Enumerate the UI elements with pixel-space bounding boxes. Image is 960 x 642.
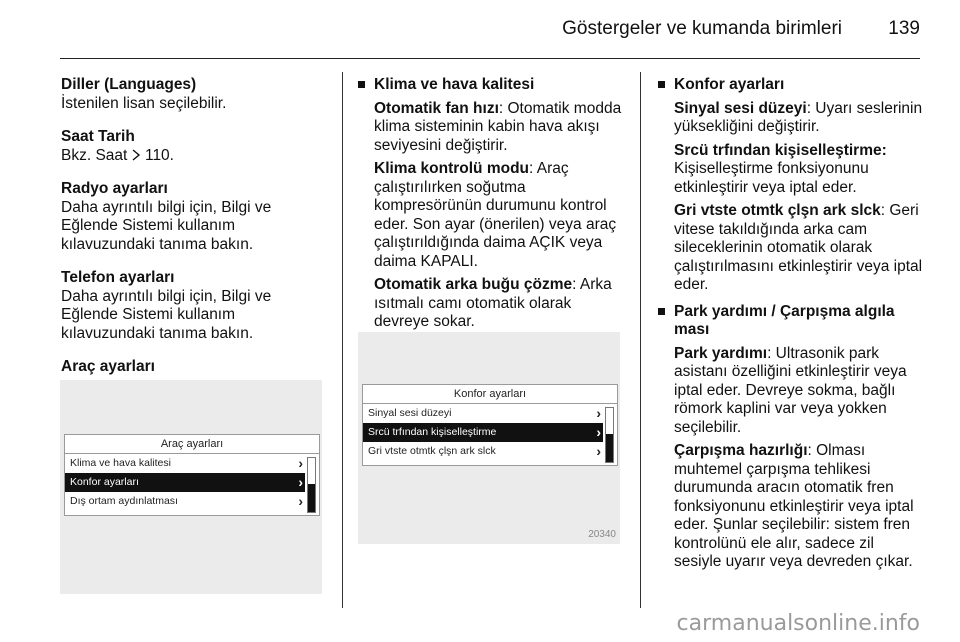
menu-item [65,454,305,473]
scrollbar-thumb [606,434,613,462]
scrollbar [605,407,614,463]
display-screenshot-vehicle-settings [60,380,322,594]
clock-text [61,147,331,166]
menu-panel [362,384,618,466]
collision-entry [658,442,923,572]
defog-term: Otomatik arka buğu çözme [374,276,573,293]
languages-text: İstenilen lisan seçilebilir. [61,94,227,112]
column-1 [61,76,331,377]
personalization-term: Srcü trfından kişiselleştirme [674,141,882,159]
personalization-entry: Srcü trfından kişiselleştirme: Kişiselleştirme fonksiyonunu etkinleştirir veya iptal eder. [674,141,887,196]
page-number: 139 [888,18,920,39]
rear-wiper-term: Gri vtste otmtk çlşn ark slck [674,202,881,219]
menu-item-label: Konfor ayarları [70,476,139,488]
chevron-right-icon: › [596,443,601,459]
arrow-ref-icon [132,149,141,161]
menu-title: Konfor ayarları [363,385,617,404]
chevron-right-icon: › [298,493,303,509]
climate-heading [358,76,626,95]
ac-mode-entry [358,160,626,271]
fan-speed-text: : Otomatik modda klima sisteminin kabin hava akışı seviyesini değiştirir. [374,99,622,154]
radio-text: Daha ayrıntılı bilgi için, Bilgi ve Eğlende Sistemi kullanım kılavuzundaki tanıma bakın. [61,198,272,253]
phone-heading: Telefon ayarları [61,269,175,286]
scrollbar [307,457,316,513]
menu-item-selected [65,473,305,492]
menu-title: Araç ayarları [65,435,319,454]
menu-item-label: Klima ve hava kalitesi [70,457,171,469]
defog-entry [358,276,626,332]
chime-term: Sinyal sesi düzeyi [674,99,807,117]
bullet-icon [658,81,665,88]
clock-heading: Saat Tarih [61,128,135,145]
menu-item [363,442,603,461]
display-screenshot-comfort-settings [358,332,620,544]
phone-text: Daha ayrıntılı bilgi için, Bilgi ve Eğlende Sistemi kullanım kılavuzundaki tanıma bakın. [61,287,272,342]
park-assist-entry [658,345,923,438]
climate-heading-text: Klima ve hava kalitesi [374,76,535,93]
collision-text: : Olması muhtemel çarpışma tehlikesi durumunda aracın otomatik fren fonksiyonunu etkinleştirir veya iptal eder. Şunlar seçilebilir: sistem fren kontrolünü ele alır, sadece zil sesiyle uyarır veya devreden çıkar. [674,442,914,570]
collision-term: Çarpışma hazırlığı [674,442,808,459]
header-rule [60,58,920,59]
park-assist-term: Park yardımı [674,344,768,362]
section-languages [61,76,331,113]
menu-item [65,492,305,511]
menu-item-selected [363,423,603,442]
park-heading [658,303,923,340]
menu-item [363,404,603,423]
column-divider [342,72,343,608]
chevron-right-icon: › [298,455,303,471]
section-phone [61,269,331,343]
menu-item-label: Dış ortam aydınlatması [70,495,178,507]
comfort-heading-text: Konfor ayarları [674,76,785,93]
section-radio [61,180,331,254]
menu-item-label: Gri vtste otmtk çlşn ark slck [368,445,496,457]
rear-wiper-text: : Geri vitese takıldığında arka cam sileceklerinin otomatik olarak çalıştırılmasını etkinleştirir veya iptal eder. [674,202,923,293]
column-divider [640,72,641,608]
column-2 [358,76,626,332]
image-code: 20340 [588,529,616,540]
rear-wiper-entry [658,202,923,295]
park-heading-text: Park yardımı / Çarpışma algıla ması [674,302,895,338]
chevron-right-icon: › [298,474,303,490]
section-clock [61,128,331,165]
comfort-heading [658,76,923,95]
menu-item-label: Srcü trfından kişiselleştirme [368,426,497,438]
menu-item-label: Sinyal sesi düzeyi [368,407,452,419]
defog-text: : Arka ısıtmalı camı otomatik olarak devreye sokar. [374,276,612,330]
chevron-right-icon: › [596,405,601,421]
scrollbar-thumb [308,484,315,512]
watermark: carmanualsonline.info [676,611,920,636]
clock-text-label: Bkz. Saat [61,146,128,164]
park-assist-text: : Ultrasonik park asistanı özelliğini etkinleştirir veya iptal eder. Devreye sokma, bağlı römork kaplini var veya yokken seçilebilir. [674,344,907,436]
menu-panel [64,434,320,516]
page-title: Göstergeler ve kumanda birimleri [562,18,842,39]
chevron-right-icon: › [596,424,601,440]
page-header [0,0,960,58]
fan-speed-entry [358,100,626,156]
bullet-icon [658,308,665,315]
chime-entry [658,100,923,137]
personalization-text: Kişiselleştirme fonksiyonunu etkinleştirir veya iptal eder. [674,160,869,196]
fan-speed-term: Otomatik fan hızı [374,99,499,117]
radio-heading: Radyo ayarları [61,180,168,197]
languages-heading: Diller (Languages) [61,76,197,93]
ac-mode-term: Klima kontrolü modu [374,160,529,177]
clock-ref-page: 110. [144,146,174,164]
column-3 [658,76,923,572]
bullet-icon [358,81,365,88]
chime-text: : Uyarı seslerinin yüksekliğini değiştirir. [674,99,923,135]
ac-mode-text: : Araç çalıştırılırken soğutma kompresörünün durumunu kontrol eder. Son ayar (önerilen) veya araç çalıştırıldığında daima AÇIK veya daima KAPALI. [374,160,617,270]
vehicle-heading: Araç ayarları [61,358,155,375]
